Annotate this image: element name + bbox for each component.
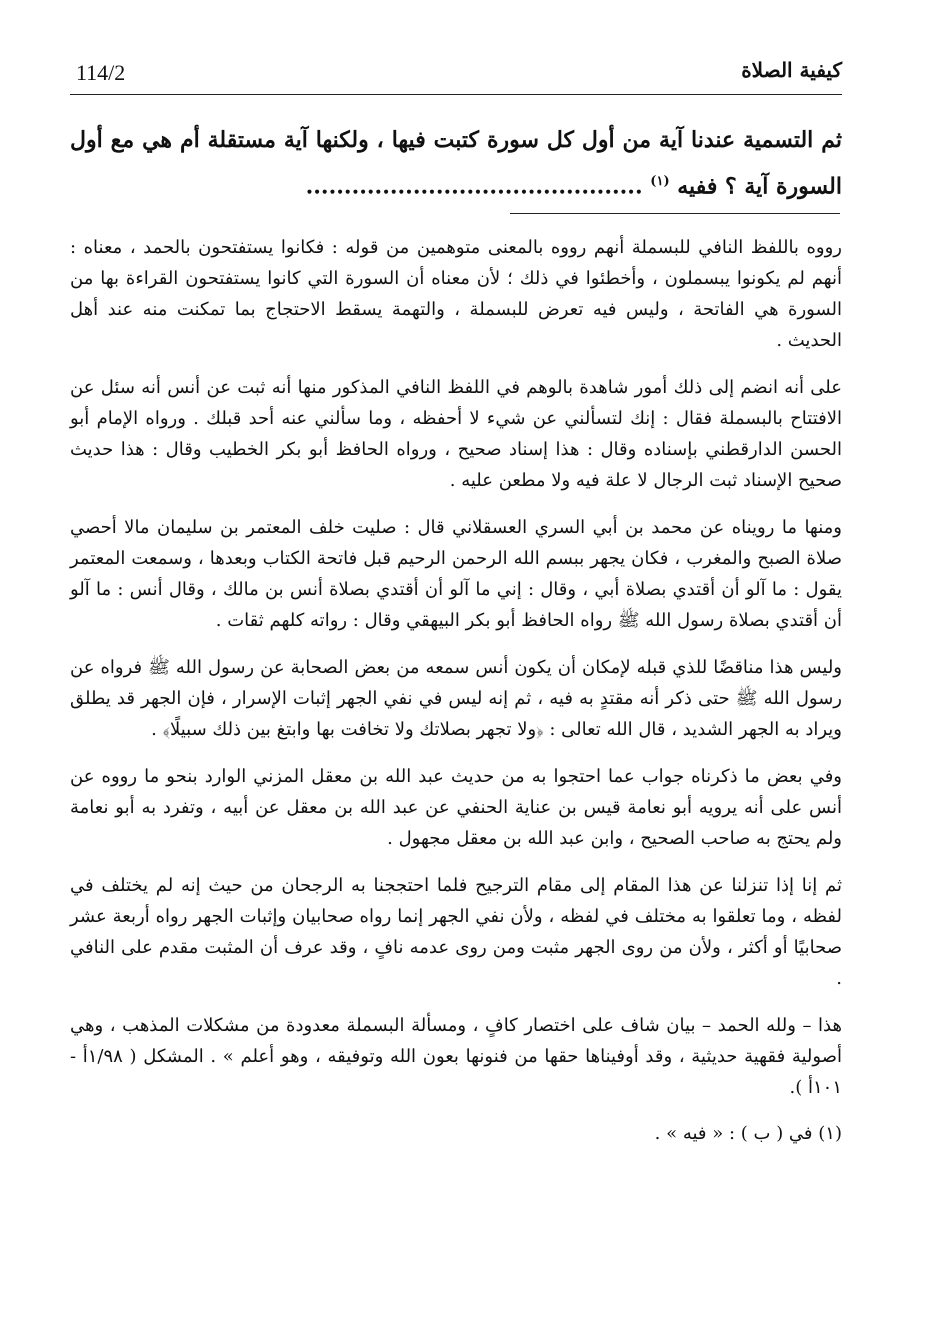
book-title: كيفية الصلاة bbox=[741, 58, 842, 82]
page-header bbox=[70, 52, 842, 95]
page-number: 114/2 bbox=[76, 60, 126, 85]
paragraph: رووه باللفظ النافي للبسملة أنهم رووه بالمعنى متوهمين من قوله : فكانوا يستفتحون بالحمد ، معناه : أنهم لم يكونوا يبسملون ، وأخطئوا في ذلك ؛ لأن معناه أن السورة التي كانوا يستفتحون القراءة بها من السورة هي الفاتحة ، وليس فيه تعرض للبسملة ، والتهمة يسقط الاحتجاج بما تمكنت منه عند أهل الحديث . bbox=[70, 237, 842, 352]
main-text-dots: ............................................ bbox=[305, 173, 643, 200]
section-rule bbox=[510, 213, 840, 214]
paragraph: ثم إنا إذا تنزلنا عن هذا المقام إلى مقام الترجيح فلما احتججنا به الرجحان من حيث إنه لم يختلف في لفظه ، وما تعلقوا به مختلف في لفظه ، ولأن نفي الجهر إنما رواه صحابيان وإثبات الجهر رواه أربعة عشر صحابيًا أو أكثر ، ولأن من روى الجهر مثبت ومن روى عدمه نافٍ ، وقد عرف أن المثبت مقدم على النافي . bbox=[70, 875, 842, 990]
main-text-body: ثم التسمية عندنا آية من أول كل سورة كتبت فيها ، ولكنها آية مستقلة أم هي مع أول السورة آية ؟ ففيه bbox=[70, 127, 842, 200]
main-text bbox=[70, 119, 842, 207]
paragraph: هذا – ولله الحمد – بيان شاف على اختصار كافٍ ، ومسألة البسملة معدودة من مشكلات المذهب ، وهي أصولية فقهية حديثية ، وقد أوفيناها حقها من فنونها بعون الله وتوفيقه ، وهو أعلم » . المشكل ( ١/٩٨أ - ١٠١أ ). bbox=[70, 1015, 842, 1099]
paragraph: ومنها ما رويناه عن محمد بن أبي السري العسقلاني قال : صليت خلف المعتمر بن سليمان مالا أحصي صلاة الصبح والمغرب ، فكان يجهر ببسم الله الرحمن الرحيم قبل فاتحة الكتاب وبعدها ، وسمعت المعتمر يقول : ما آلو أن أقتدي بصلاة أبي ، وقال : إني ما آلو أن أقتدي بصلاة أنس بن مالك ، وقال أنس : ما آلو أن أقتدي بصلاة رسول الله ﷺ رواه الحافظ أبو بكر البيهقي وقال : رواته كلهم ثقات . bbox=[70, 517, 842, 632]
footnote-marker: (١) bbox=[650, 174, 670, 189]
paragraph: على أنه انضم إلى ذلك أمور شاهدة بالوهم في اللفظ النافي المذكور منها أنه ثبت عن أنس أنه سئل عن الافتتاح بالبسملة فقال : إنك لتسألني عن شيء لا أحفظه ، وما سألني عنه أحد قبلك . ورواه الإمام أبو الحسن الدارقطني بإسناده وقال : هذا إسناد صحيح ، ورواه الحافظ أبو بكر الخطيب وقال : هذا حديث صحيح الإسناد ثبت الرجال لا علة فيه ولا مطعن عليه . bbox=[70, 377, 842, 492]
footnote: (١) في ( ب ) : « فيه » . bbox=[654, 1123, 842, 1145]
paragraph: وليس هذا مناقضًا للذي قبله لإمكان أن يكون أنس سمعه من بعض الصحابة عن رسول الله ﷺ فرواه عن رسول الله ﷺ حتى ذكر أنه مقتدٍ به فيه ، ثم إنه ليس في نفي الجهر إثبات الإسرار ، فإن الجهر قد يطلق ويراد به الجهر الشديد ، قال الله تعالى : ﴿ولا تجهر بصلاتك ولا تخافت بها وابتغ بين ذلك سبيلًا﴾ . bbox=[70, 657, 842, 741]
document-page bbox=[70, 52, 842, 1149]
commentary bbox=[70, 232, 842, 1103]
paragraph: وفي بعض ما ذكرناه جواب عما احتجوا به من حديث عبد الله بن معقل المزني الوارد بنحو ما رووه عن أنس على أنه يرويه أبو نعامة قيس بن عناية الحنفي عن عبد الله بن معقل عن أبيه ، وتفرد به أبو نعامة ولم يحتج به صاحب الصحيح ، وابن عبد الله بن معقل مجهول . bbox=[70, 766, 842, 850]
